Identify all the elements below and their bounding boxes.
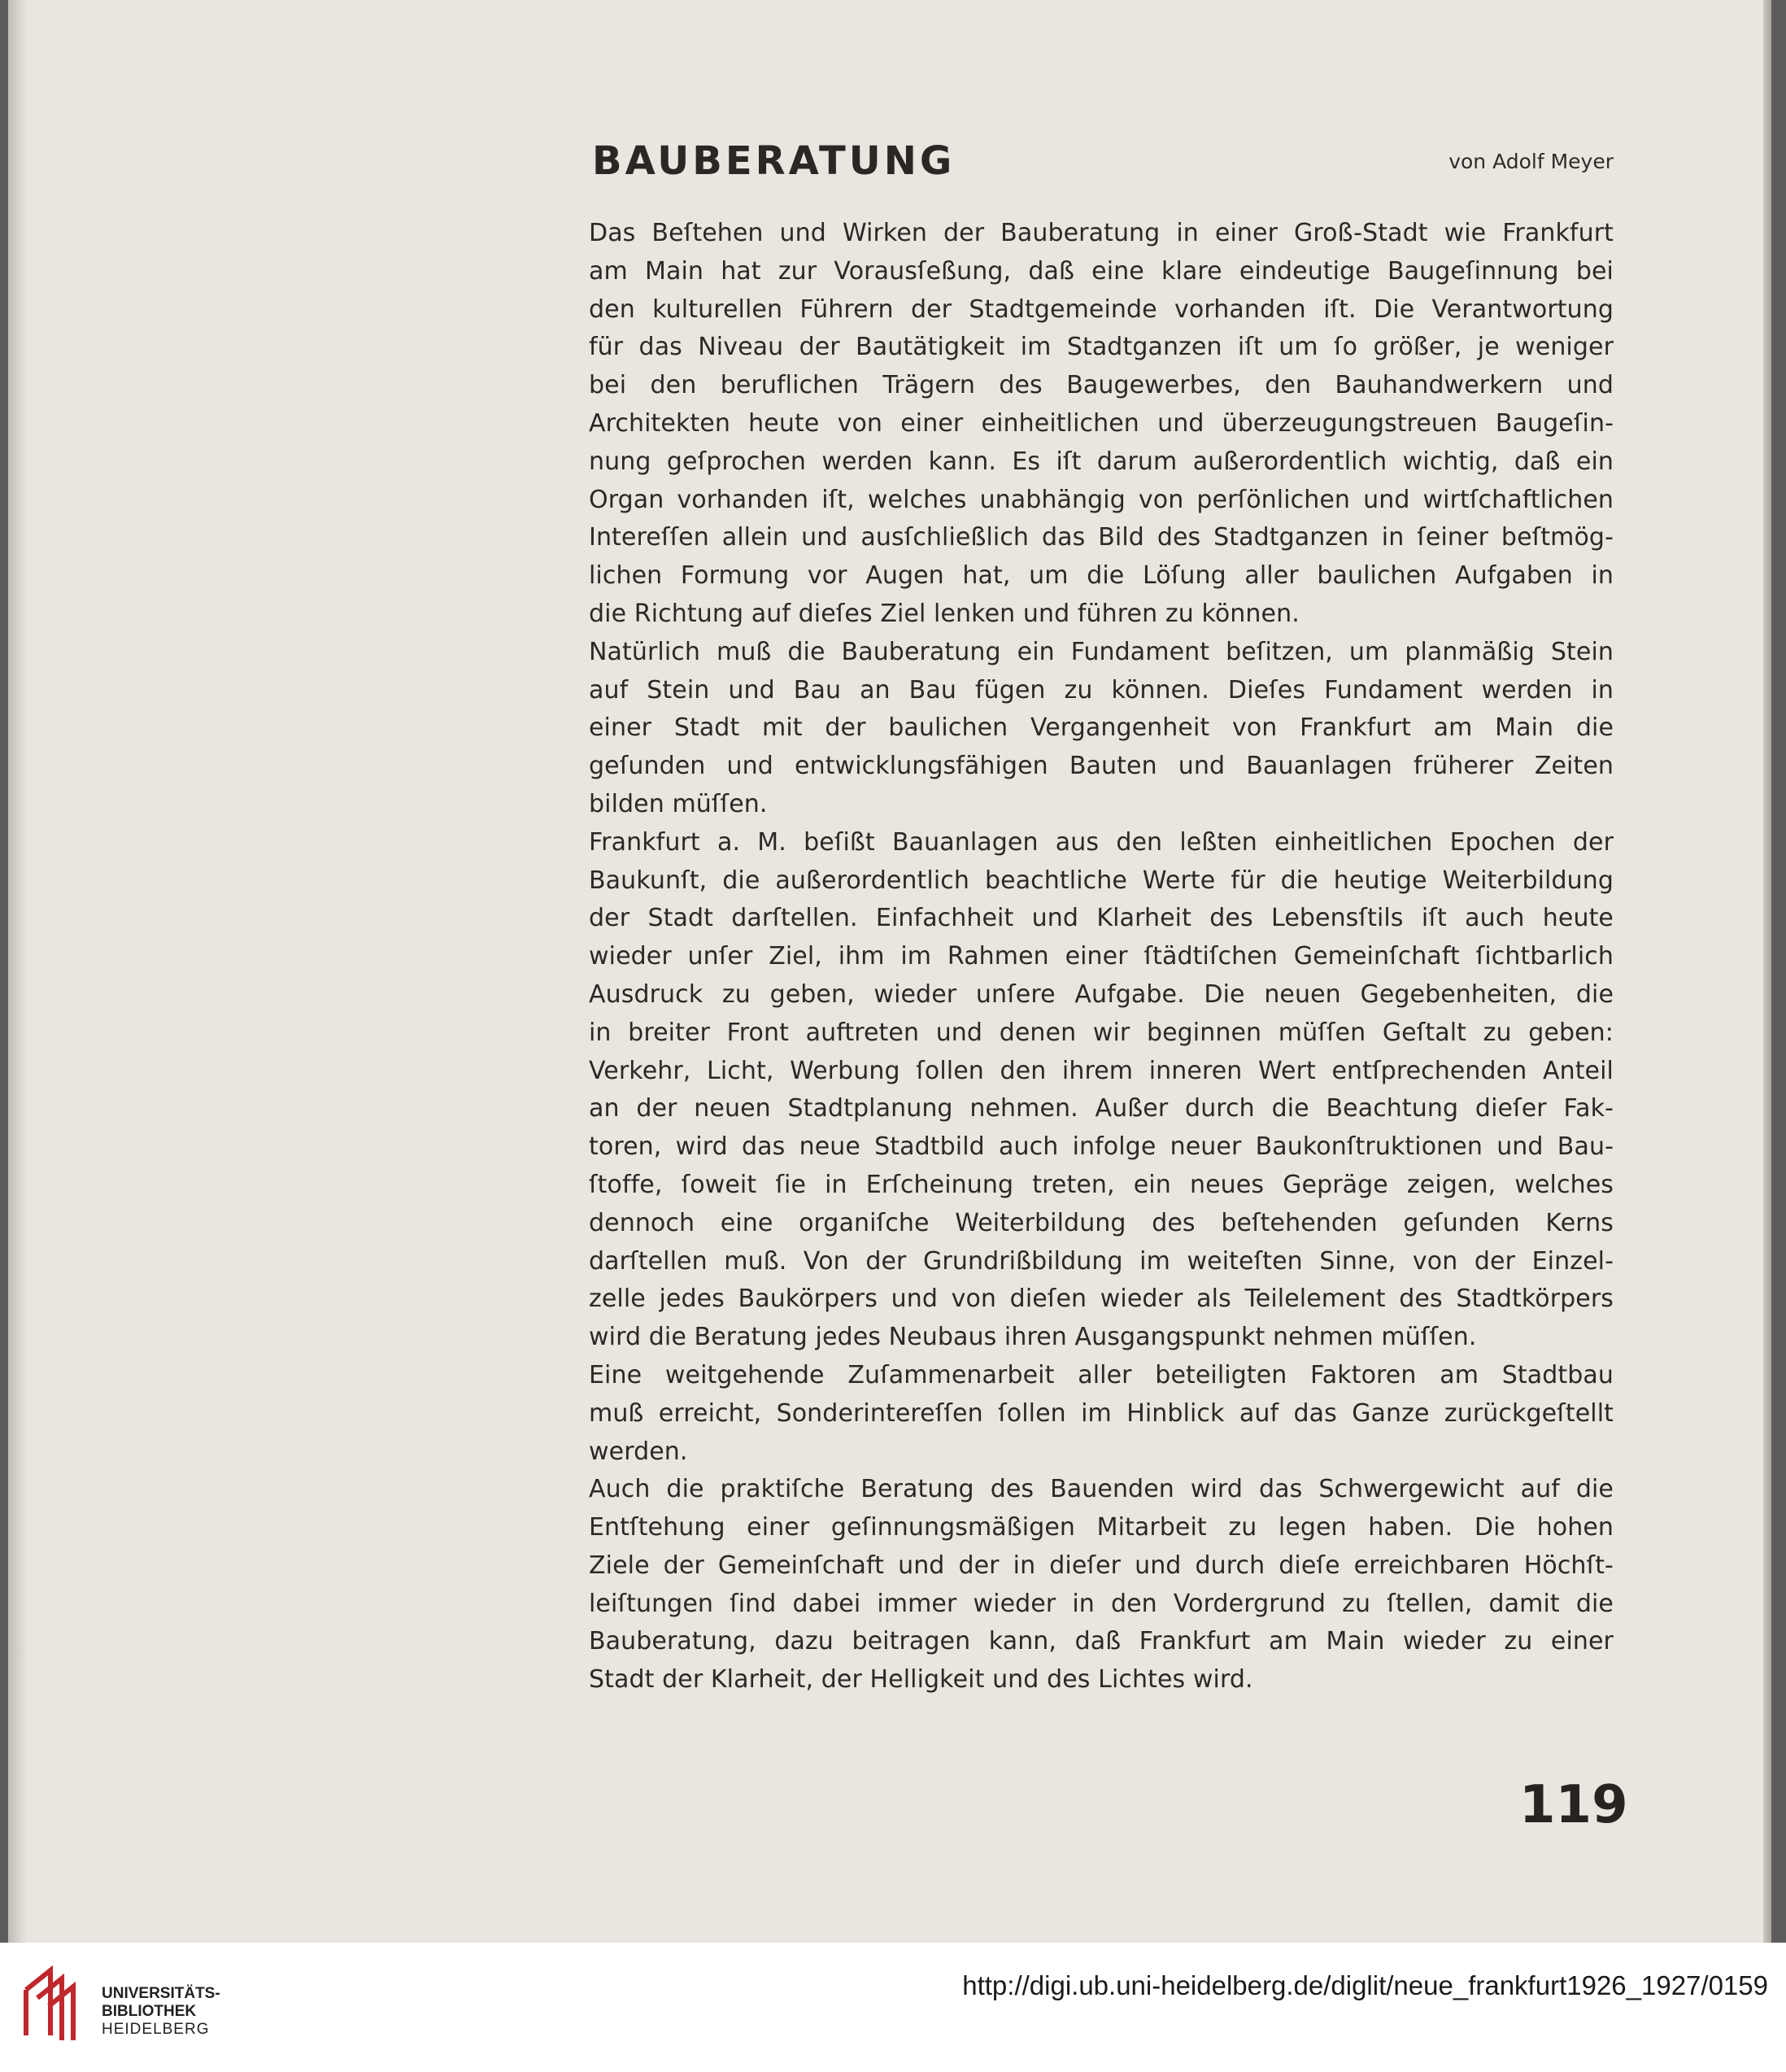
text-line: wieder unſer Ziel, ihm im Rahmen einer ſtädtiſchen Gemeinſchaft ſichtbarlich (589, 942, 1614, 971)
text-line: Ausdruck zu geben, wieder unſere Aufgabe. Die neuen Gegebenheiten, die (589, 979, 1614, 1009)
text-line: Intereſſen allein und ausſchließlich das Bild des Stadtganzen in ſeiner beſtmög- (589, 523, 1614, 552)
text-line: werden. (589, 1437, 688, 1466)
text-line: toren, wird das neue Stadtbild auch infolge neuer Baukonſtruktionen und Bau- (589, 1132, 1614, 1162)
article (589, 130, 1614, 1699)
text-line: Organ vorhanden iſt, welches unabhängig von perſönlichen und wirtſchaftlichen (589, 485, 1614, 514)
text-line: nung geſprochen werden kann. Es iſt darum außerordentlich wichtig, daß ein (589, 447, 1614, 476)
text-line: Baukunſt, die außerordentlich beachtliche Werte für die heutige Weiterbildung (589, 866, 1614, 895)
page-edge (1763, 0, 1771, 1943)
text-line: bilden müſſen. (589, 789, 768, 818)
text-line: die Richtung auf dieſes Ziel lenken und führen zu können. (589, 599, 1300, 628)
text-line: zelle jedes Baukörpers und von dieſen wieder als Teilelement des Stadtkörpers (589, 1285, 1614, 1314)
text-line: ſtoffe, ſoweit ſie in Erſcheinung treten, ein neues Gepräge zeigen, welches (589, 1170, 1614, 1199)
article-body (589, 215, 1614, 1699)
library-name-line-3: HEIDELBERG (102, 2021, 210, 2038)
text-line: dennoch eine organiſche Weiterbildung des beſtehenden geſunden Kerns (589, 1208, 1614, 1237)
text-line: Bauberatung, dazu beitragen kann, daß Frankfurt am Main wieder zu einer (589, 1627, 1614, 1656)
text-line: Auch die praktiſche Beratung des Bauenden wird das Schwergewicht auf die (589, 1475, 1614, 1504)
text-line: leiſtungen ſind dabei immer wieder in den Vordergrund zu ſtellen, damit die (589, 1589, 1614, 1618)
text-line: Ziele der Gemeinſchaft und der in dieſer und durch dieſe erreichbaren Höchſt- (589, 1551, 1614, 1580)
text-line: geſunden und entwicklungsfähigen Bauten und Bauanlagen früherer Zeiten (589, 752, 1614, 781)
library-name (102, 1985, 220, 2039)
page-number: 119 (1519, 1775, 1628, 1835)
text-line: am Main hat zur Vorausſeßung, daß eine klare eindeutige Baugeſinnung bei (589, 256, 1614, 286)
text-line: lichen Formung vor Augen hat, um die Löſung aller baulichen Aufgaben in (589, 561, 1614, 591)
text-line: an der neuen Stadtplanung nehmen. Außer durch die Beachtung dieſer Fak- (589, 1094, 1614, 1123)
text-line: Entſtehung einer geſinnungsmäßigen Mitarbeit zu legen haben. Die hohen (589, 1513, 1614, 1542)
text-line: wird die Beratung jedes Neubaus ihren Ausgangspunkt nehmen müſſen. (589, 1323, 1477, 1352)
viewer-footer (0, 1943, 1786, 2072)
text-line: darſtellen muß. Von der Grundrißbildung im weiteſten Sinne, von der Einzel- (589, 1246, 1614, 1276)
library-name-line-1: UNIVERSITÄTS- (102, 1985, 220, 2002)
article-header (589, 130, 1614, 203)
text-line: in breiter Front auftreten und denen wir beginnen müſſen Geſtalt zu geben: (589, 1018, 1614, 1047)
text-line: den kulturellen Führern der Stadtgemeinde vorhanden iſt. Die Verantwortung (589, 294, 1614, 324)
text-line: Frankfurt a. M. beſißt Bauanlagen aus den leßten einheitlichen Epochen der (589, 827, 1614, 857)
text-line: auf Stein und Bau an Bau fügen zu können. Dieſes Fundament werden in (589, 675, 1614, 704)
text-line: für das Niveau der Bautätigkeit im Stadtganzen iſt um ſo größer, je weniger (589, 333, 1614, 362)
article-title: BAUBERATUNG (592, 138, 956, 184)
permalink-url[interactable]: http://digi.ub.uni-heidelberg.de/diglit/neue_frankfurt1926_1927/0159 (962, 1970, 1768, 2000)
text-line: Eine weitgehende Zuſammenarbeit aller beteiligten Faktoren am Stadtbau (589, 1360, 1614, 1389)
library-name-line-2: BIBLIOTHEK (102, 2003, 197, 2020)
text-line: einer Stadt mit der baulichen Vergangenheit von Frankfurt am Main die (589, 713, 1614, 743)
article-author: von Adolf Meyer (1448, 150, 1614, 173)
text-line: der Stadt darſtellen. Einfachheit und Klarheit des Lebensſtils iſt auch heute (589, 904, 1614, 933)
text-line: Architekten heute von einer einheitlichen und überzeugungstreuen Baugeſin- (589, 408, 1614, 438)
text-line: Stadt der Klarheit, der Helligkeit und des Lichtes wird. (589, 1665, 1253, 1695)
text-line: bei den beruflichen Trägern des Baugewerbes, den Bauhandwerkern und (589, 371, 1614, 400)
text-line: Das Beſtehen und Wirken der Bauberatung in einer Groß-Stadt wie Frankfurt (589, 219, 1614, 247)
text-line: muß erreicht, Sonderintereſſen ſollen im Hinblick auf das Ganze zurückgeſtellt (589, 1398, 1614, 1428)
page-gutter-shadow (8, 0, 28, 1943)
text-line: Natürlich muß die Bauberatung ein Fundament beſitzen, um planmäßig Stein (589, 637, 1614, 666)
university-library-logo-icon (18, 1962, 91, 2044)
text-line: Verkehr, Licht, Werbung ſollen den ihrem inneren Wert entſprechenden Anteil (589, 1056, 1614, 1085)
